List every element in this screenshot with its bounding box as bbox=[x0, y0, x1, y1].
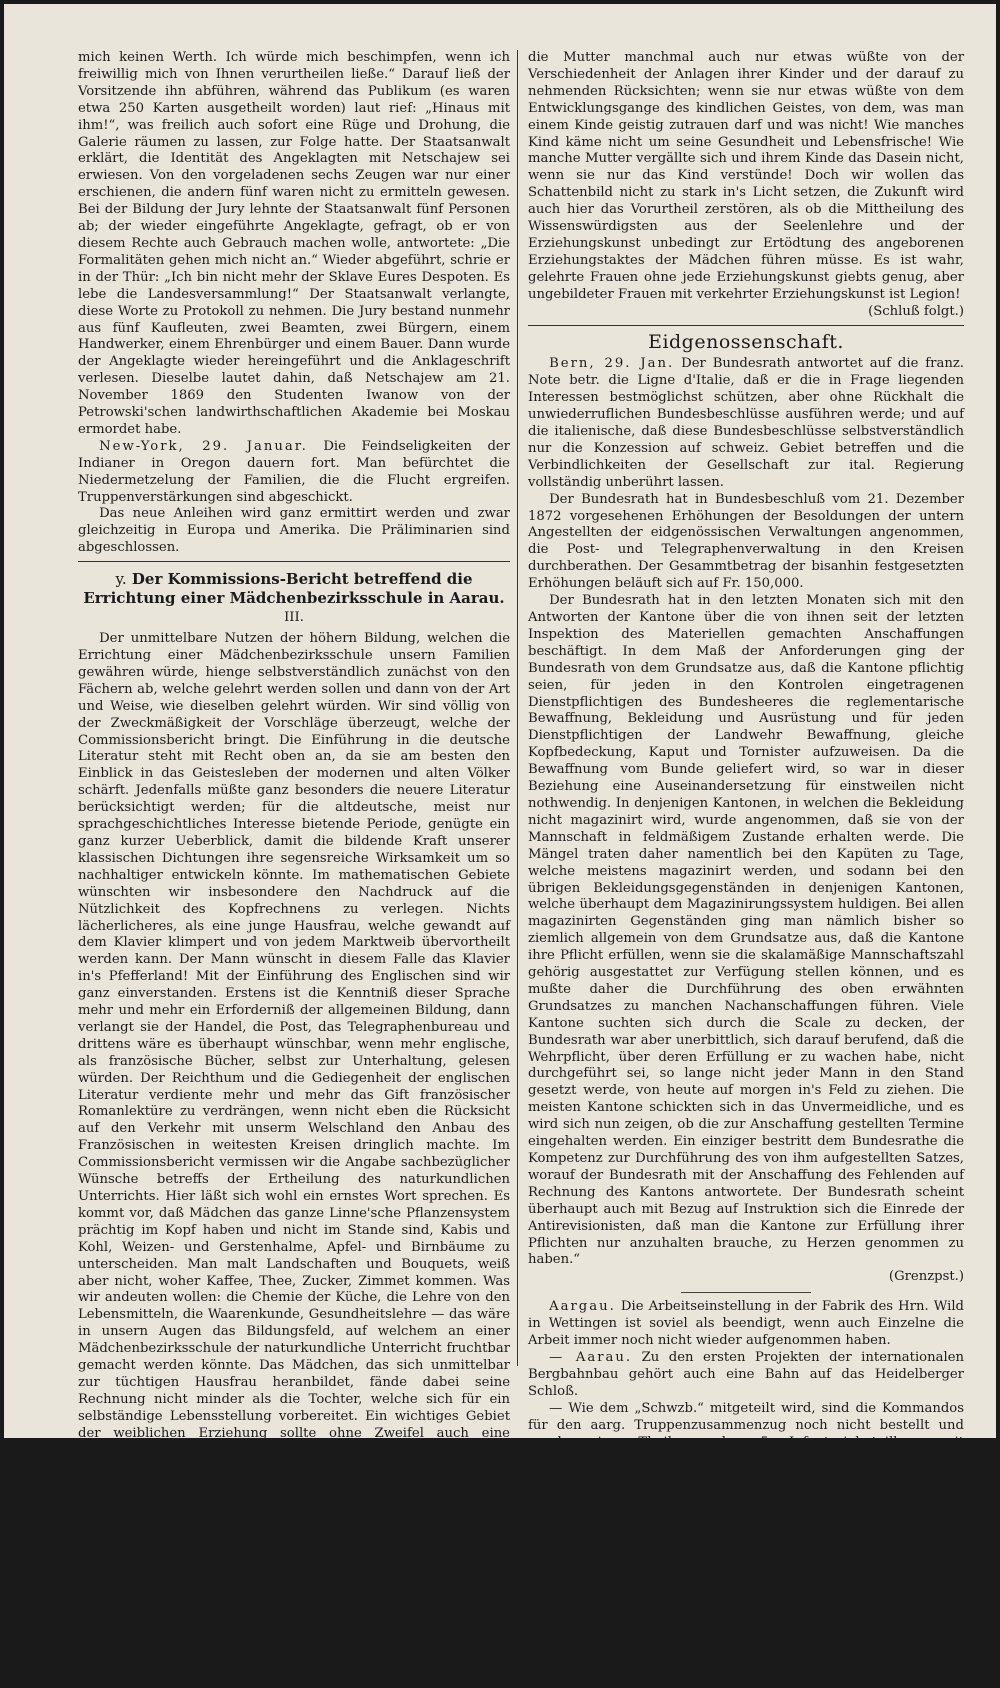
news-item-new-york bbox=[78, 439, 510, 507]
article-marker: y. bbox=[115, 570, 127, 589]
divider bbox=[78, 561, 510, 562]
dateline: New-York, 29. Januar. bbox=[99, 438, 308, 454]
article-paragraph: die Mutter manchmal auch nur etwas wüßte von der Verschiedenheit der Anlagen ihrer Kinder und der darauf zu nehmenden Rücksichten; wenn sie nur etwas wüßte von dem Entwicklungsgange des kindlichen Geistes, von dem, was man einem Kinde geistig zutrauen darf und was nicht! Wie manches Kind käme nicht um seine Gesundheit und Lebensfrische! Wie manche Mutter vergällte sich und ihrem Kinde das Dasein nicht, wenn sie nur das Kind verstünde! Doch wir wollen das Schattenbild nicht zu stark in's Licht setzen, die Zukunft wird auch hier das Vorurtheil zerstören, als ob die Mittheilung des Wissenswürdigsten aus der Seelenlehre und der Erziehungskunst unbedingt zur Ertödtung des angeborenen Erziehungstaktes der Mädchen führen müsse. Es ist wahr, gelehrte Frauen ohne jede Erziehungskunst giebts genug, aber ungebildeter Frauen mit verkehrter Erziehungskunst ist Legion! bbox=[528, 50, 964, 302]
column-divider bbox=[517, 50, 518, 1366]
news-text: Die Arbeitseinstellung in der Fabrik des Hrn. Wild in Wettingen ist soviel als beendigt, wenn auch Einzelne die Arbeit immer noch nicht wieder aufgenommen haben. bbox=[528, 1299, 964, 1349]
news-item-bern bbox=[528, 356, 964, 491]
dateline: Bern. bbox=[549, 1586, 596, 1602]
news-item-aargau bbox=[528, 1299, 964, 1350]
news-text: Zu den ersten Projekten der internationalen Bergbahnbau gehört auch eine Bahn auf das Heidelberger Schloß. bbox=[528, 1349, 964, 1399]
divider bbox=[528, 325, 964, 326]
article-part-number: III. bbox=[284, 610, 304, 626]
dateline: — Aarau. bbox=[549, 1349, 633, 1365]
news-text: Die Feindseligkeiten der Indianer in Oregon dauern fort. Man befürchtet die Niedermetzelung der Familien, die die Flucht ergreifen. Truppenverstärkungen sind abgeschickt. bbox=[78, 438, 510, 505]
news-item: — Wie dem „Schwzb.“ mitgeteilt wird, sind die Kommandos für den aarg. Truppenzusammenzug noch nicht bestellt und werde eine Theilung der 5 Infanteriebataillone mit entsprechenden Spezialwaffen in zwei Brigaden nicht stattfinden, sondern sämmtliche Truppen zu einer Uebungsbrigade vereinigt. bbox=[528, 1400, 964, 1501]
article-paragraph: mich keinen Werth. Ich würde mich beschimpfen, wenn ich freiwillig mich von Ihnen verurtheilen ließe.“ Darauf ließ der Vorsitzende ihn abführen, während das Publikum (es waren etwa 250 Karten ausgetheilt worden) laut rief: „Hinaus mit ihm!“, was freilich auch sofort eine Rüge und Drohung, die Galerie räumen zu lassen, zur Folge hatte. Der Staatsanwalt erklärt, die Identität des Angeklagten mit Netschajew sei erwiesen. Von den vorgeladenen sechs Zeugen war nur einer erschienen, die andern fünf waren nicht zu ermitteln gewesen. Bei der Bildung der Jury lehnte der Staatsanwalt fünf Personen ab; der wieder eingeführte Angeklagte, gefragt, ob er von diesem Rechte auch Gebrauch machen wolle, antwortete: „Die Formalitäten gehen mich nicht an.“ Wieder abgeführt, schrie er in der Thür: „Ich bin nicht mehr der Sklave Eures Despoten. Es lebe die Landesversammlung!“ Der Staatsanwalt verlangte, diese Worte zu Protokoll zu nehmen. Die Jury bestand nunmehr aus fünf Kaufleuten, zwei Beamten, zwei Bürgern, einem Handwerker, einem Ehrenbürger und einem Bauer. Dann wurde der Angeklagte wieder hereingeführt und die Anklageschrift verlesen. Dieselbe lautet dahin, daß Netschajew am 21. November 1869 den Studenten Iwanow von der Petrowski'schen landwirthschaftlichen Akademie bei Moskau ermordet habe. bbox=[78, 50, 510, 437]
news-item-bern-2 bbox=[528, 1587, 964, 1688]
news-item-aarau-post bbox=[528, 1502, 964, 1587]
section-title: Eidgenossenschaft. bbox=[648, 330, 844, 353]
dateline: — Aarau. bbox=[549, 1502, 629, 1518]
divider bbox=[681, 1292, 811, 1293]
article-paragraph: Das neue Anleihen wird ganz ermittirt werden und zwar gleichzeitig in Europa und Amerika. Die Präliminarien sind abgeschlossen. bbox=[78, 506, 510, 556]
article-paragraph: Der Bundesrath hat in den letzten Monaten sich mit den Antworten der Kantone über die von ihnen seit der letzten Inspektion des Materiellen gemachten Anschaffungen beschäftigt. In dem Maß der Anforderungen ging der Bundesrath von dem Grundsatze aus, daß die Kantone pflichtig seien, für jeden in den Kontrolen eingetragenen Dienstpflichtigen des Bundesheeres die reglementarische Bewaffnung, Bekleidung und Ausrüstung und für jeden Dienstpflichtigen der Landwehr Bewaffnung, gleiche Kopfbedeckung, Kaput und Tornister aufzuweisen. Da die Bewaffnung vom Bunde geliefert wird, so war in dieser Beziehung eine Auseinandersetzung für einstweilen nicht nothwendig. In denjenigen Kantonen, in welchen die Bekleidung nicht magazinirt wird, wurde angenommen, daß sie von der Mannschaft in feldmäßigem Zustande erhalten werde. Die Mängel traten daher namentlich bei den Kapüten zu Tage, welche meistens magazinirt werden, und sodann bei den übrigen Bekleidungsgegenständen in denjenigen Kantonen, welche überhaupt dem Magazinirungssystem huldigen. Bei allen magazinirten Gegenständen ging man nämlich bisher so ziemlich allgemein von dem Grundsatze aus, daß die Kantone ihre Pflicht erfüllen, wenn sie die skalamäßige Mannschaftszahl gehörig ausgestattet zur Verfügung stellen können, und es mußte daher die Durchführung des oben erwähnten Grundsatzes zu manchen Nachanschaffungen führen. Viele Kantone suchten sich durch die Scale zu decken, der Bundesrath war aber unerbittlich, sich darauf berufend, daß die Wehrpflicht, über deren Erfüllung er zu wachen habe, nicht durchgeführt sei, so lange nicht jeder Mann in den Stand gesetzt werde, von heute auf morgen in's Feld zu ziehen. Die meisten Kantone schickten sich in das Unvermeidliche, und es wird sich nun zeigen, ob die zur Anschaffung gestellten Termine eingehalten werden. Ein einziger bestritt dem Bundesrathe die Kompetenz zur Durchführung des von ihm aufgestellten Satzes, worauf der Bundesrath mit der Anschaffung des Fehlenden auf Rechnung des Kantons antwortete. Der Bundesrath scheint überhaupt auch mit Bezug auf Instruktion sich die Einrede der Antirevisionisten, daß man die Kantone zur Erfüllung ihrer Pflichten nur anzuhalten brauche, zu Herzen genommen zu haben.“ bbox=[528, 593, 964, 1268]
dateline: Aargau. bbox=[549, 1299, 616, 1315]
continuation-note: (Schluß folgt.) bbox=[868, 303, 964, 319]
left-column bbox=[78, 50, 510, 1510]
article-paragraph: Der unmittelbare Nutzen der höhern Bildung, welchen die Errichtung einer Mädchenbezirksschule unsern Familien gewähren würde, hienge selbstverständlich zunächst von den Fächern ab, welche gelehrt werden sollen und dann von der Art und Weise, wie dieselben gelehrt würden. Wir sind völlig von der Zweckmäßigkeit der Vorschläge überzeugt, welche der Commissionsbericht bringt. Die Einführung in die deutsche Literatur steht mit Recht oben an, da sie am besten den Einblick in das Geistesleben der modernen und alten Völker schärft. Jedenfalls müßte ganz besonders die neuere Literatur berücksichtigt werden; für die altdeutsche, meist nur sprachgeschichtliches Interesse bietende Periode, genügte ein ganz kurzer Ueberblick, damit die bildende Kraft unserer klassischen Dichtungen ihre segensreiche Wirksamkeit um so nachhaltiger entwickeln könnte. Im mathematischen Gebiete wünschten wir insbesondere den Nachdruck auf die Nützlichkeit des Kopfrechnens zu verlegen. Nichts lächerlicheres, als eine junge Hausfrau, welche gewandt auf dem Klavier klimpert und von jedem Marktweib übervortheilt werden kann. Der Mann wünscht in diesem Falle das Klavier in's Pfefferland! Mit der Einführung des Englischen sind wir ganz einverstanden. Erstens ist die Kenntniß dieser Sprache mehr und mehr ein Erforderniß der allgemeinen Bildung, dann verlangt sie der Handel, die Post, das Telegraphenbureau und drittens wäre es überhaupt wünschbar, wenn mehr englische, als französische Bücher, selbst zur Unterhaltung, gelesen würden. Der Reichthum und die Gediegenheit der englischen Literatur verdiente mehr und mehr das Gift französischer Romanlektüre zu verdrängen, wenn nicht eben die Rücksicht auf den Verkehr mit unserm Welschland den Anbau des Französischen in weitesten Kreisen dringlich machte. Im Commissionsbericht vermissen wir die Angabe sachbezüglicher Wünsche betreffs der Ertheilung des naturkundlichen Unterrichts. Hier läßt sich wohl ein ernstes Wort sprechen. Es kommt vor, daß Mädchen das ganze Linne'sche Pflanzensystem prächtig im Kopf haben und nicht im Stande sind, Kabis und Kohl, Weizen- und Gerstenhalme, Apfel- und Birnbäume zu unterscheiden. Man malt Landschaften und Bouquets, weiß aber nicht, woher Kaffee, Thee, Zucker, Zimmet kommen. Was wir andeuten wollen: die Chemie der Küche, die Lehre von den Lebensmitteln, die Waarenkunde, Gesundheitslehre — das wäre in unsern Augen das Bildungsfeld, auf welchem an einer Mädchenbezirksschule der naturkundliche Unterricht fruchtbar gemacht werden könnte. Das Mädchen, das sich unmittelbar zur tüchtigen Hausfrau heranbildet, fände dabei seine Rechnung nicht minder als die Tochter, welche sich für ein selbständige Lebensstellung vorbereitet. Ein wichtiges Gebiet der weiblichen Erziehung sollte ohne Zweifel auch eine Stellung in die Erziehungslehre sein. Man wendet freilich ein: die Kunst der Kindererziehung sei dem Weibe angeboren, brauche deßhalb nicht noch gelehrt zu werden. Aber wie viele Mißgriffe ließen sich vermeiden, wenn bbox=[78, 631, 510, 1509]
source-note: (Grenzpst.) bbox=[888, 1269, 964, 1285]
news-text: Nach dem „Bund“ soll der Aktendieb des statistischen Bureau entdeckt und ein gewesener untergeordneter Angestellter im Bundesrathhause sein. Der Diebstahl wurde, wie es heißt, unternommen, um einem Frankfurter Lotteriegeschäft Adressen zu liefern! Vier Ballen befinden sich indessen noch in Bern vor. bbox=[528, 1586, 964, 1687]
article-heading bbox=[78, 570, 510, 608]
dateline: Bern, 29. Jan. bbox=[549, 356, 675, 372]
news-text: Der Bundesrath antwortet auf die franz. Note betr. die Ligne d'Italie, daß er die in Frage liegenden Interessen bestmöglichst schützen, aber ohne Rückhalt die unwiederruflichen Bundesbeschlüsse ausführen werde; und auf die italienische, daß diese Bundesbeschlüsse selbstverständlich nur die Konzession auf schweiz. Gebiet betreffen und die Verbindlichkeiten der Gesellschaft zur ital. Regierung vollständig unberührt lassen. bbox=[528, 356, 964, 490]
article-title: Der Kommissions-Bericht betreffend die Errichtung einer Mädchenbezirksschule in Aarau. bbox=[83, 570, 505, 608]
news-text: Der Postverkehr im Postkreise Aarau erzeigt für das Jahr 1872 ein Mehreinnehmen von Fr. 304,205, Fr. 19,359 mehr als im Jahr 1871. Das skalamäßige Betreffniß des Kantons ist nur Fr. 146,694, so daß sich zur Vertheilung an andere Kantone ein Ueberschuß von Fr. 157,511 ergibt. bbox=[528, 1502, 964, 1585]
right-column bbox=[528, 50, 964, 1688]
newspaper-page bbox=[4, 4, 996, 1687]
article-paragraph: Der Bundesrath hat in Bundesbeschluß vom 21. Dezember 1872 vorgesehenen Erhöhungen der Besoldungen der untern Angestellten der eidgenössischen Verwaltungen angenommen, die Post- und Telegraphenverwaltung in den Kreisen durchberathen. Der Gesammtbetrag der bisanhin festgesetzten Erhöhungen beläuft sich auf Fr. 150,000. bbox=[528, 491, 964, 592]
news-item-aarau bbox=[528, 1350, 964, 1401]
